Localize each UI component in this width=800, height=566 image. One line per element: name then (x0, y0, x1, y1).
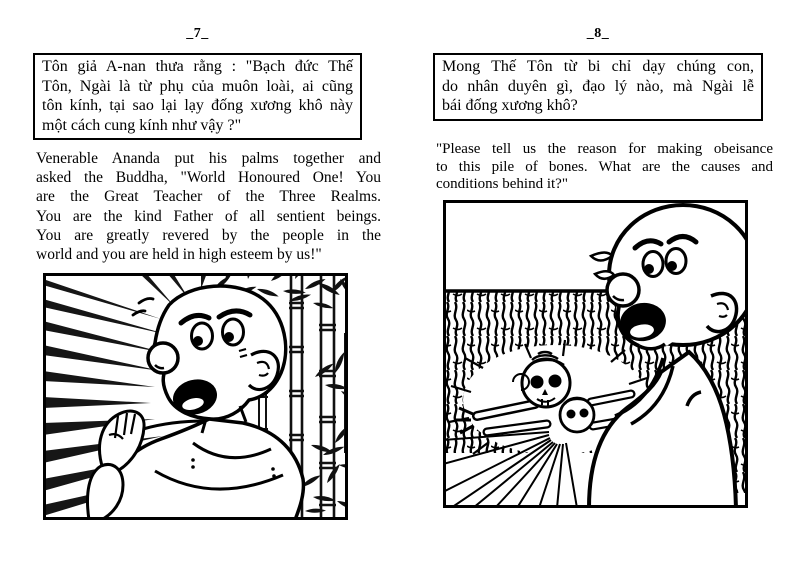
text-line: You are greatly revered by the people in the (36, 226, 381, 244)
vietnamese-text-box-right (433, 53, 763, 121)
sweat-drop (595, 271, 614, 279)
text-line: do nhân duyên gì, đạo lý nào, mà Ngài lễ (442, 77, 754, 95)
text-line: are the Great Teacher of the Three Realms. (36, 188, 381, 206)
page-number-right: _8_ (586, 26, 610, 41)
comic-panel-ananda-illustration (43, 273, 348, 520)
english-paragraph-left (36, 149, 381, 264)
text-line: Tôn giả A-nan thưa rằng : "Bạch đức Thế (42, 58, 353, 75)
text-line: tôn kính, tại sao lại lạy đống xương khô này (42, 97, 353, 114)
text-line: bái đống xương khô? (442, 97, 578, 114)
text-line: conditions behind it?" (436, 176, 568, 193)
english-paragraph-right (436, 141, 773, 194)
text-line: một cách cung kính như vậy ?" (42, 116, 242, 134)
text-line: Venerable Ananda put his palms together and (36, 150, 381, 167)
text-line: Tôn, Ngài là từ phụ của muôn loài, ai cũng (42, 77, 353, 95)
text-line: Mong Thế Tôn từ bi chỉ dạy chúng con, (442, 58, 754, 75)
vietnamese-text-box-left (33, 53, 362, 140)
page-number-left: _7_ (186, 26, 209, 41)
sweat-drop (591, 253, 612, 261)
text-line: You are the kind Father of all sentient beings. (36, 207, 381, 225)
text-line: to this pile of bones. What are the causes and (436, 158, 773, 175)
text-line: world and you are held in high esteem by us!" (36, 246, 322, 264)
text-line: asked the Buddha, "World Honoured One! You (36, 169, 381, 187)
text-line: "Please tell us the reason for making obeisance (436, 141, 773, 157)
comic-panel-bones-illustration (443, 200, 748, 508)
